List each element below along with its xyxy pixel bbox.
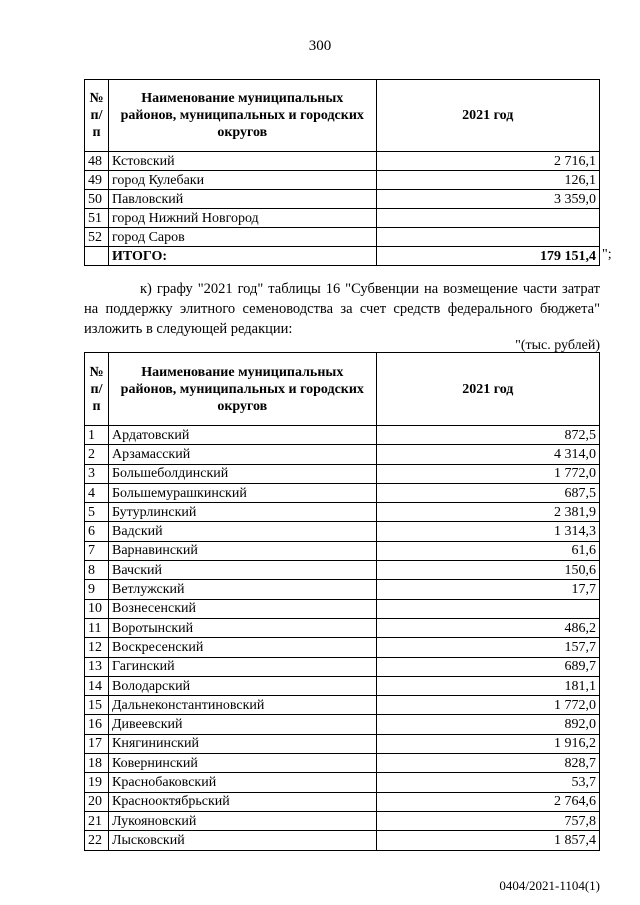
row-name: Вознесенский [108, 599, 376, 618]
row-name: Воротынский [108, 618, 376, 637]
row-number: 12 [85, 638, 109, 657]
table-row [85, 657, 600, 676]
row-name: Бутурлинский [108, 503, 376, 522]
row-number: 11 [85, 618, 109, 637]
row-value: 757,8 [376, 811, 599, 830]
row-value: 53,7 [376, 773, 599, 792]
row-name: Ардатовский [108, 426, 376, 445]
table-row [85, 696, 600, 715]
table-row [85, 541, 600, 560]
header-name: Наименование муниципальных районов, муниципальных и городских округов [108, 80, 376, 152]
row-value: 486,2 [376, 618, 599, 637]
total-value: 179 151,4 [376, 247, 599, 266]
row-name: город Кулебаки [108, 171, 376, 190]
page-number: 300 [308, 38, 332, 54]
row-value: 1 314,3 [376, 522, 599, 541]
row-value: 61,6 [376, 541, 599, 560]
row-name: город Саров [108, 228, 376, 247]
row-value: 1 772,0 [376, 696, 599, 715]
row-number: 13 [85, 657, 109, 676]
row-value: 689,7 [376, 657, 599, 676]
table-row [85, 831, 600, 850]
row-name: Арзамасский [108, 445, 376, 464]
row-number: 8 [85, 561, 109, 580]
table-row [85, 618, 600, 637]
row-number: 1 [85, 426, 109, 445]
row-number: 18 [85, 754, 109, 773]
row-value: 126,1 [376, 171, 599, 190]
row-number: 17 [85, 734, 109, 753]
amendment-text: к) графу "2021 год" таблицы 16 "Субвенции на возмещение части затрат на поддержку элитного семеноводства за счет средств федерального бюджета" изложить в следующей редакции: [84, 281, 600, 337]
row-number: 3 [85, 464, 109, 483]
row-value: 2 716,1 [376, 152, 599, 171]
row-name: Кстовский [108, 152, 376, 171]
row-number: 19 [85, 773, 109, 792]
table-row [85, 483, 600, 502]
row-name: Дивеевский [108, 715, 376, 734]
row-name: Ветлужский [108, 580, 376, 599]
table-row [85, 792, 600, 811]
row-number: 5 [85, 503, 109, 522]
subsidy-table-16 [84, 352, 600, 851]
table-row [85, 171, 600, 190]
row-value: 181,1 [376, 676, 599, 695]
row-number: 6 [85, 522, 109, 541]
table-row [85, 190, 600, 209]
row-value: 17,7 [376, 580, 599, 599]
row-name: Вачский [108, 561, 376, 580]
total-label: ИТОГО: [108, 247, 376, 266]
row-name: Гагинский [108, 657, 376, 676]
row-number: 48 [85, 152, 109, 171]
row-name: Княгининский [108, 734, 376, 753]
table-row [85, 676, 600, 695]
row-number: 51 [85, 209, 109, 228]
row-value: 1 857,4 [376, 831, 599, 850]
row-name: Лысковский [108, 831, 376, 850]
row-value: 157,7 [376, 638, 599, 657]
row-name: Володарский [108, 676, 376, 695]
row-value: 1 916,2 [376, 734, 599, 753]
row-number: 14 [85, 676, 109, 695]
table-row [85, 754, 600, 773]
table-header-row [85, 353, 600, 426]
row-name: Краснобаковский [108, 773, 376, 792]
row-name: Дальнеконстантиновский [108, 696, 376, 715]
row-number: 15 [85, 696, 109, 715]
row-value: 872,5 [376, 426, 599, 445]
row-number: 2 [85, 445, 109, 464]
header-name: Наименование муниципальных районов, муниципальных и городских округов [108, 353, 376, 426]
row-value: 2 381,9 [376, 503, 599, 522]
row-value: 4 314,0 [376, 445, 599, 464]
table-row [85, 811, 600, 830]
row-number: 20 [85, 792, 109, 811]
table-row [85, 522, 600, 541]
unit-note: "(тыс. рублей) [515, 338, 600, 353]
row-number: 4 [85, 483, 109, 502]
header-year: 2021 год [376, 353, 599, 426]
table-row [85, 464, 600, 483]
row-name: Краснооктябрьский [108, 792, 376, 811]
row-value [376, 228, 599, 247]
row-name: Лукояновский [108, 811, 376, 830]
row-number: 9 [85, 580, 109, 599]
row-value: 892,0 [376, 715, 599, 734]
amendment-paragraph [84, 279, 600, 339]
row-value: 1 772,0 [376, 464, 599, 483]
row-name: Большеболдинский [108, 464, 376, 483]
row-value: 150,6 [376, 561, 599, 580]
table-row [85, 580, 600, 599]
document-code: 0404/2021-1104(1) [499, 878, 600, 893]
row-number: 21 [85, 811, 109, 830]
closing-quote: "; [602, 247, 612, 262]
row-value [376, 599, 599, 618]
row-name: город Нижний Новгород [108, 209, 376, 228]
row-value: 2 764,6 [376, 792, 599, 811]
subsidy-table-continued [84, 79, 600, 266]
row-number: 22 [85, 831, 109, 850]
row-name: Большемурашкинский [108, 483, 376, 502]
table-row [85, 599, 600, 618]
header-number: № п/п [85, 80, 109, 152]
table-row [85, 773, 600, 792]
table-row [85, 209, 600, 228]
row-number: 52 [85, 228, 109, 247]
row-value: 687,5 [376, 483, 599, 502]
table-row [85, 715, 600, 734]
table-row [85, 228, 600, 247]
row-value: 828,7 [376, 754, 599, 773]
row-number: 49 [85, 171, 109, 190]
total-empty-cell [85, 247, 109, 266]
total-row [85, 247, 600, 266]
table-row [85, 426, 600, 445]
table-row [85, 734, 600, 753]
table-row [85, 561, 600, 580]
row-name: Павловский [108, 190, 376, 209]
table-row [85, 503, 600, 522]
row-number: 16 [85, 715, 109, 734]
table-row [85, 445, 600, 464]
row-name: Воскресенский [108, 638, 376, 657]
table-row [85, 152, 600, 171]
header-number: № п/п [85, 353, 109, 426]
row-number: 50 [85, 190, 109, 209]
row-name: Варнавинский [108, 541, 376, 560]
row-value: 3 359,0 [376, 190, 599, 209]
table-header-row [85, 80, 600, 152]
row-number: 10 [85, 599, 109, 618]
row-number: 7 [85, 541, 109, 560]
row-name: Вадский [108, 522, 376, 541]
header-year: 2021 год [376, 80, 599, 152]
table-row [85, 638, 600, 657]
row-name: Ковернинский [108, 754, 376, 773]
row-value [376, 209, 599, 228]
